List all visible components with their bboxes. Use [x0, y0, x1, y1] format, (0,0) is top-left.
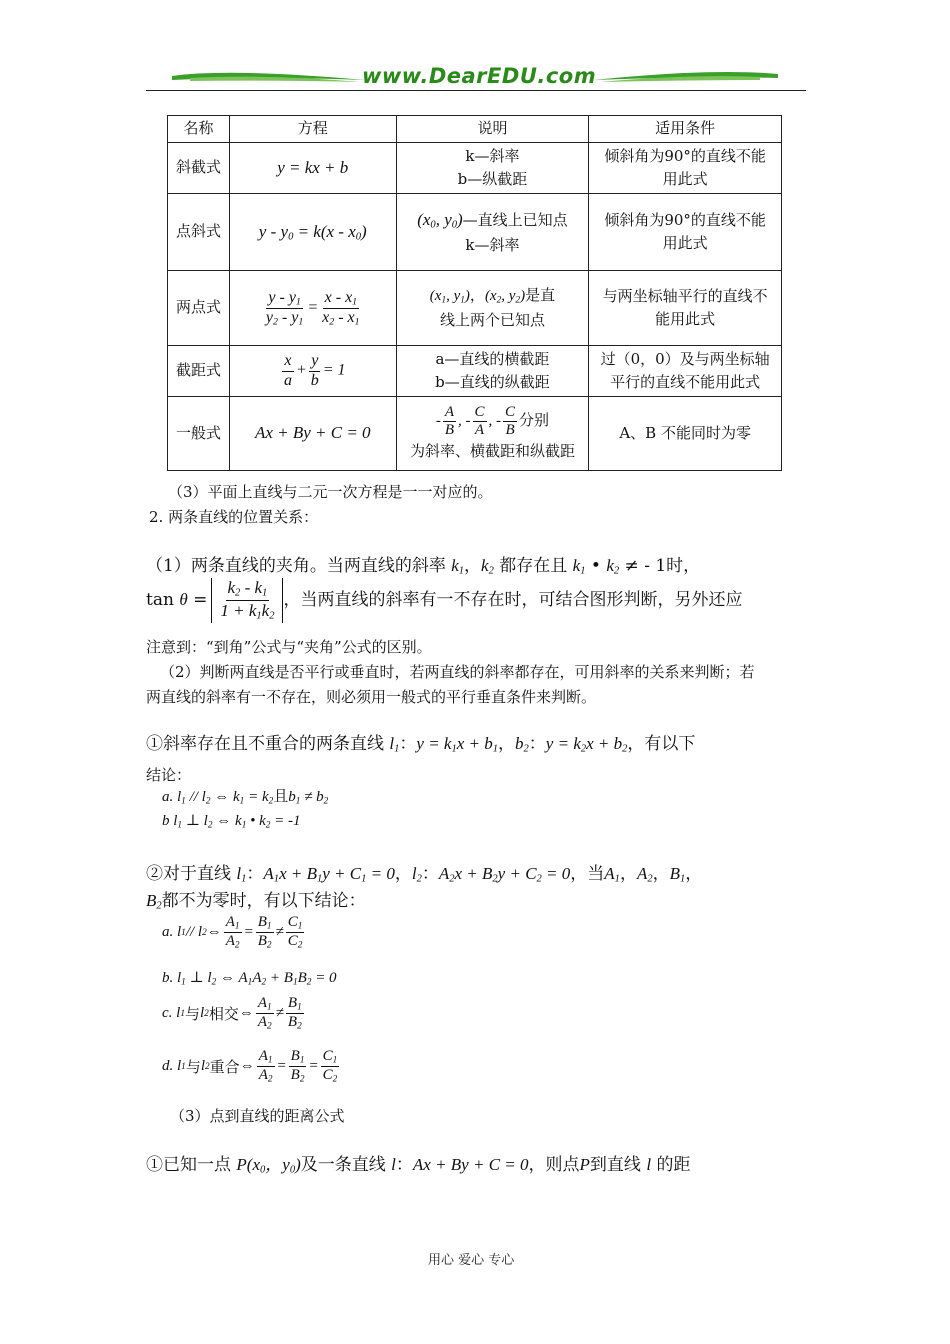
- desc-text: 分别: [519, 411, 550, 430]
- text-span: ，当: [570, 864, 605, 884]
- line-equation-table: [167, 115, 782, 471]
- cond-line: 用此式: [662, 234, 708, 252]
- form-cond: A、B 不能同时为零: [589, 397, 782, 471]
- slope-intercept-equation: y = kx + b: [229, 143, 396, 194]
- text-span: 重合: [209, 1060, 240, 1076]
- text-span: ②对于直线: [146, 864, 231, 884]
- form-desc: [396, 397, 589, 471]
- general-coincide-condition: d. l 1 与 l 2 重合 ⇔ $\frac{A_1}{A_2}$ = $\frac{B_1}{B_2}$ = $\frac{C_1}{C_2}$: [162, 1048, 338, 1085]
- cond-line: 过（0，0）及与两坐标轴: [600, 349, 770, 368]
- slope-parallel-condition: a. $l_1 // l_2$ ⇔ $k_1 = k_2$且$b_1 \ne b_2$: [162, 789, 329, 807]
- distance-paragraph: ①已知一点 $P(x_0$，$y_0$)及一条直线 l：Ax + By + C = 0，则点P到直线 l 的距: [146, 1155, 691, 1176]
- angle-paragraph-line2: tan θ = $\frac{k_2 - k_1}{1 + k_1k_2}$ ，当两直线的斜率有一不存在时，可结合图形判断，另外还应: [146, 578, 743, 622]
- page-footer: 用心 爱心 专心: [428, 1253, 515, 1268]
- text-span: ，当两直线的斜率有一不存在时，可结合图形判断，另外还应: [283, 589, 743, 610]
- general-case-heading-line2: $B_2$都不为零时，有以下结论：: [146, 891, 366, 912]
- text-span: ，有以下: [627, 734, 696, 754]
- form-name: 截距式: [168, 346, 230, 397]
- text-span: 及一条直线: [300, 1155, 386, 1175]
- table-row: [168, 346, 782, 397]
- form-cond: [589, 346, 782, 397]
- text-span: 到直线: [589, 1155, 641, 1175]
- line-correspondence-note: （3）平面上直线与二元一次方程是一一对应的。: [168, 483, 493, 501]
- table-header-row: [168, 116, 782, 143]
- text-span: 与: [185, 1060, 201, 1076]
- table-row: [168, 271, 782, 346]
- general-parallel-condition: a. l 1 // l 2 ⇔ $\frac{A_1}{A_2}$ = $\frac{B_1}{B_2}$ ≠ $\frac{C_1}{C_2}$: [162, 914, 303, 951]
- form-desc: [396, 271, 589, 346]
- table-row: [168, 143, 782, 194]
- two-point-equation: $\frac{y - y_1}{y_2 - y_1}$ = $\frac{x - x_1}{x_2 - x_1}$: [229, 271, 396, 346]
- form-cond: [589, 194, 782, 271]
- desc-line: b—直线的纵截距: [435, 373, 550, 391]
- form-desc: [396, 194, 589, 271]
- text-span: 相交: [208, 1007, 239, 1023]
- text-span: 与: [184, 1007, 200, 1023]
- desc-line: 为斜率、横截距和纵截距: [409, 441, 575, 460]
- form-desc: [396, 346, 589, 397]
- conclusion-label: 结论：: [146, 766, 192, 784]
- cond-line: 能用此式: [655, 310, 716, 328]
- form-name: 点斜式: [168, 194, 230, 271]
- cond-line: 倾斜角为90°的直线不能: [604, 146, 766, 165]
- form-cond: [589, 143, 782, 194]
- form-name: 两点式: [168, 271, 230, 346]
- desc-line: k—斜率: [465, 235, 520, 254]
- table-row: [168, 194, 782, 271]
- desc-line: b—纵截距: [457, 170, 528, 188]
- cond-line: 与两坐标轴平行的直线不: [602, 286, 768, 305]
- desc-line: ($x_0$, $y_0)—$直线上已知点: [417, 209, 568, 231]
- general-equation: Ax + By + C = 0: [229, 397, 396, 471]
- text-span: （1）两条直线的夹角。当两直线的斜率: [146, 556, 446, 576]
- desc-text: —直线上已知点: [462, 210, 568, 229]
- slope-perp-condition: b $l_1$ ⊥ $l_2$ ⇔ $k_1$ • $k_2 = -1$: [162, 813, 301, 831]
- desc-text: 是直: [525, 286, 556, 305]
- text-span: ，则点: [528, 1155, 580, 1175]
- header-logo: [170, 64, 780, 92]
- logo-text: www.DearEDU.com: [362, 64, 597, 88]
- table-header: 适用条件: [589, 116, 782, 143]
- logo-swoosh-left-icon: [170, 66, 370, 88]
- parallel-perp-line1: （2）判断两直线是否平行或垂直时，若两直线的斜率都存在，可用斜率的关系来判断；若: [160, 663, 755, 681]
- slope-case-heading: ①斜率存在且不重合的两条直线 $l_1$：$y = k_1x + b_1$，$b_2$：$y = k_2x + b_2$，有以下: [146, 734, 696, 755]
- general-case-heading: ②对于直线 $l_1$：$A_1x + B_1y + C_1 = 0$，$l_2$：$A_2x + B_2y + C_2 = 0$，当$A_1$，$A_2$，$B_1$，: [146, 864, 703, 885]
- desc-line: k—斜率: [465, 146, 520, 165]
- intercept-equation: $\frac{x}{a}$ + $\frac{y}{b}$ = 1: [229, 346, 396, 397]
- angle-paragraph-line1: （1）两条直线的夹角。当两直线的斜率 $k_1$，$k_2$ 都存在且 $k_1$ • $k_2$ ≠ - 1时，: [146, 556, 701, 577]
- text-span: 时，: [666, 556, 701, 576]
- general-intersect-condition: c. l 1 与 l 2 相交 ⇔ $\frac{A_1}{A_2}$ ≠ $\frac{B_1}{B_2}$: [162, 995, 302, 1032]
- table-header: 方程: [229, 116, 396, 143]
- table-header: 名称: [168, 116, 230, 143]
- angle-note: 注意到：“到角”公式与“夹角”公式的区别。: [146, 638, 432, 656]
- text-span: 都存在且: [499, 556, 568, 576]
- section-heading-position: 2. 两条直线的位置关系：: [149, 508, 319, 526]
- text-span: ①已知一点: [146, 1155, 231, 1175]
- general-perp-condition: b. $l_1$ ⊥ $l_2$ ⇔ $A_1A_2 + B_1B_2 = 0$: [162, 970, 337, 988]
- distance-formula-heading: （3）点到直线的距离公式: [170, 1107, 345, 1125]
- parallel-perp-line2: 两直线的斜率有一不存在，则必须用一般式的平行垂直条件来判断。: [146, 688, 597, 706]
- form-desc: [396, 143, 589, 194]
- cond-line: 倾斜角为90°的直线不能: [604, 210, 766, 229]
- logo-swoosh-right-icon: [590, 66, 780, 88]
- text-span: ①斜率存在且不重合的两条直线: [146, 734, 384, 754]
- desc-line: ($x_1$, $y_1$)，($x_2$, $y_2$)是直: [429, 286, 556, 306]
- desc-line: - $\frac{A}{B}$ , - $\frac{C}{A}$ , - $\frac{C}{B}$ 分别: [435, 404, 550, 439]
- point-slope-equation: $y - y_0 = k(x - x_0)$: [229, 194, 396, 271]
- table-row: [168, 397, 782, 471]
- text-span: 的距: [656, 1155, 691, 1175]
- form-cond: [589, 271, 782, 346]
- text-span: 都不为零时，有以下结论：: [161, 891, 366, 911]
- form-name: 斜截式: [168, 143, 230, 194]
- desc-line: 线上两个已知点: [439, 310, 545, 329]
- table-header: 说明: [396, 116, 589, 143]
- cond-line: 平行的直线不能用此式: [610, 373, 761, 391]
- text-span: 且: [273, 789, 289, 805]
- header-rule: [146, 90, 806, 91]
- form-name: 一般式: [168, 397, 230, 471]
- desc-line: a—直线的横截距: [435, 349, 550, 368]
- cond-line: 用此式: [662, 170, 708, 188]
